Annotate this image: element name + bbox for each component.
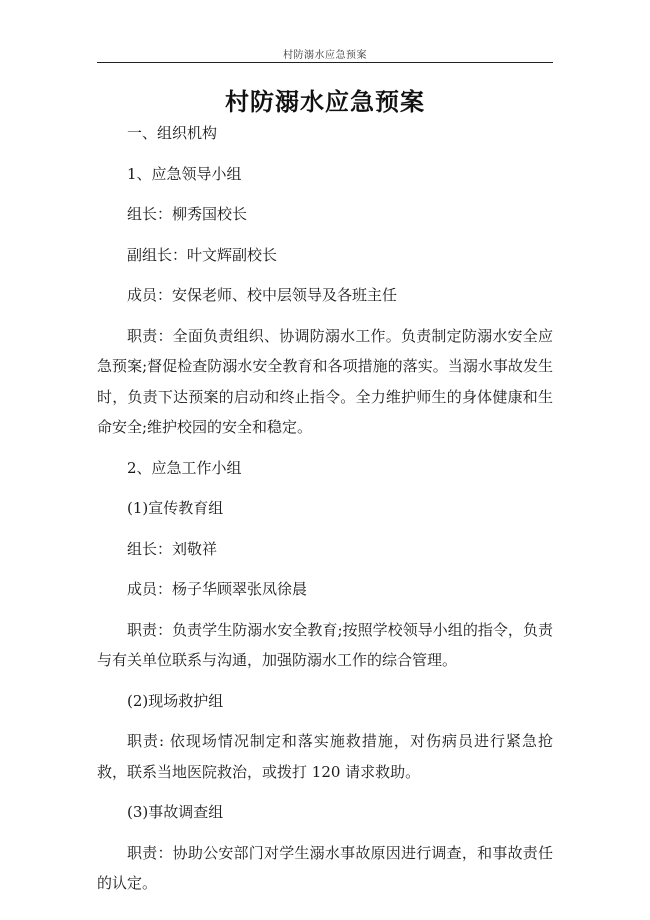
paragraph: 职责：协助公安部门对学生溺水事故原因进行调查，和事故责任的认定。 [97, 843, 553, 892]
group-heading: (3)事故调查组 [127, 803, 224, 821]
header-divider [97, 62, 553, 63]
paragraph: 组长：刘敬祥 [127, 539, 218, 558]
paragraph: 副组长：叶文辉副校长 [127, 245, 278, 264]
paragraph: 职责：负责学生防溺水安全教育;按照学校领导小组的指令，负责与有关单位联系与沟通，加强防溺水工作的综合管理。 [97, 620, 553, 669]
paragraph: 职责：全面负责组织、协调防溺水工作。负责制定防溺水安全应急预案;督促检查防溺水安全教育和各项措施的落实。当溺水事故发生时，负责下达预案的启动和终止指令。全力维护师生的身体健康和生命安全;维护校园的安全和稳定。 [97, 326, 553, 436]
paragraph: 组长：柳秀国校长 [127, 205, 248, 223]
paragraph: 成员：安保老师、校中层领导及各班主任 [127, 286, 398, 304]
document-body [97, 118, 553, 909]
document-title: 村防溺水应急预案 [225, 87, 425, 116]
paragraph: 成员：杨子华顾翠张凤徐晨 [127, 580, 308, 598]
group-heading: (1)宣传教育组 [127, 499, 224, 517]
section-heading: 一、组织机构 [127, 124, 218, 142]
subsection-heading: 2、应急工作小组 [127, 458, 242, 477]
running-header: 村防溺水应急预案 [283, 50, 367, 61]
subsection-heading: 1、应急领导小组 [127, 164, 242, 183]
group-heading: (2)现场救护组 [127, 691, 224, 710]
paragraph: 职责: 依现场情况制定和落实施救措施，对伤病员进行紧急抢救，联系当地医院救治，或拨打 120 请求救助。 [97, 732, 553, 781]
